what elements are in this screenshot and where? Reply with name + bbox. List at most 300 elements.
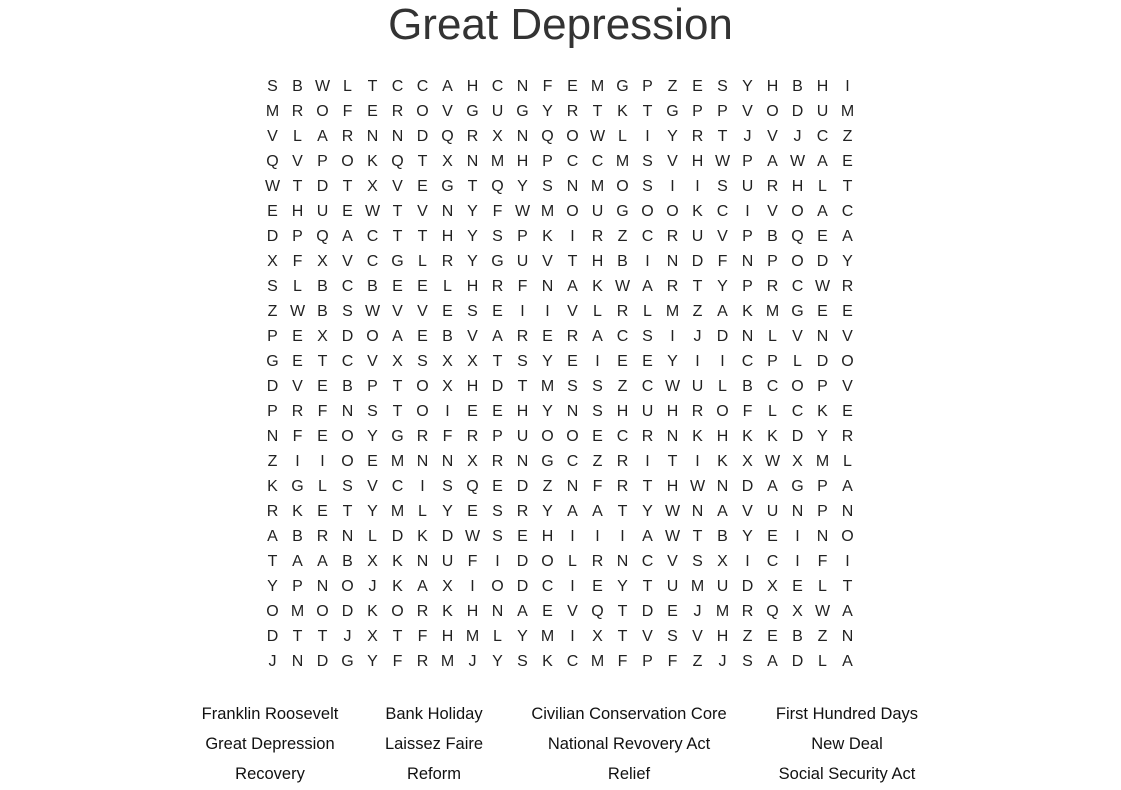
grid-letter: S	[342, 302, 353, 320]
grid-letter: I	[295, 452, 300, 470]
grid-letter: D	[816, 352, 829, 370]
grid-letter: L	[843, 452, 852, 470]
grid-letter: M	[540, 377, 555, 395]
grid-letter: P	[317, 152, 328, 170]
grid-letter: E	[292, 327, 303, 345]
grid-letter: O	[416, 402, 429, 420]
grid-letter: D	[791, 652, 804, 670]
grid-letter: Y	[492, 652, 503, 670]
grid-letter: I	[570, 577, 575, 595]
grid-letter: Z	[842, 127, 853, 145]
grid-letter: R	[566, 102, 579, 120]
grid-letter: O	[716, 402, 729, 420]
grid-letter: W	[514, 202, 531, 220]
grid-letter: T	[567, 252, 578, 270]
grid-letter: P	[292, 227, 303, 245]
grid-letter: O	[566, 202, 579, 220]
grid-letter: L	[443, 277, 452, 295]
grid-letter: L	[343, 77, 352, 95]
letter-grid	[260, 74, 860, 674]
grid-letter: E	[492, 477, 503, 495]
word-item: National Revovery Act	[547, 735, 711, 753]
grid-letter: H	[291, 202, 304, 220]
grid-letter: D	[316, 177, 329, 195]
grid-letter: H	[616, 402, 629, 420]
grid-letter: D	[441, 527, 454, 545]
grid-letter: B	[792, 627, 803, 645]
grid-letter: N	[841, 627, 854, 645]
grid-letter: R	[491, 277, 504, 295]
grid-letter: Y	[367, 427, 378, 445]
grid-letter: P	[292, 577, 303, 595]
grid-letter: C	[616, 427, 629, 445]
grid-letter: W	[814, 602, 831, 620]
grid-letter: T	[642, 102, 653, 120]
grid-letter: H	[516, 152, 529, 170]
grid-letter: D	[691, 252, 704, 270]
grid-letter: W	[814, 277, 831, 295]
grid-letter: N	[566, 402, 579, 420]
grid-letter: S	[517, 352, 528, 370]
grid-letter: F	[517, 277, 528, 295]
grid-letter: I	[445, 402, 450, 420]
grid-letter: U	[766, 502, 779, 520]
word-item: Recovery	[235, 765, 305, 783]
grid-letter: F	[542, 77, 553, 95]
grid-letter: G	[291, 477, 304, 495]
grid-letter: X	[742, 452, 753, 470]
grid-letter: E	[842, 302, 853, 320]
grid-letter: S	[642, 177, 653, 195]
grid-letter: V	[292, 377, 303, 395]
grid-letter: R	[416, 602, 429, 620]
grid-letter: B	[367, 277, 378, 295]
grid-letter: O	[366, 327, 379, 345]
grid-letter: Q	[591, 602, 604, 620]
grid-letter: O	[616, 177, 629, 195]
grid-letter: T	[317, 352, 328, 370]
grid-letter: S	[267, 277, 278, 295]
grid-letter: H	[541, 527, 554, 545]
grid-letter: P	[692, 102, 703, 120]
grid-letter: C	[766, 552, 779, 570]
grid-letter: O	[266, 602, 279, 620]
grid-letter: E	[392, 277, 403, 295]
grid-letter: R	[666, 277, 679, 295]
grid-letter: K	[292, 502, 303, 520]
grid-letter: B	[342, 377, 353, 395]
grid-letter: R	[691, 127, 704, 145]
grid-letter: S	[367, 402, 378, 420]
grid-letter: V	[842, 377, 853, 395]
grid-letter: U	[716, 577, 729, 595]
grid-letter: T	[617, 627, 628, 645]
grid-letter: M	[590, 177, 605, 195]
grid-letter: E	[442, 302, 453, 320]
grid-letter: Q	[391, 152, 404, 170]
grid-letter: Y	[817, 427, 828, 445]
grid-letter: Y	[442, 502, 453, 520]
grid-letter: I	[470, 577, 475, 595]
word-item: Reform	[406, 765, 462, 783]
word-column-4	[776, 700, 918, 790]
grid-letter: P	[492, 427, 503, 445]
grid-letter: R	[766, 277, 779, 295]
grid-letter: I	[645, 252, 650, 270]
grid-letter: N	[441, 452, 454, 470]
grid-letter: T	[667, 452, 678, 470]
grid-letter: R	[591, 552, 604, 570]
grid-letter: O	[491, 577, 504, 595]
grid-letter: Y	[542, 102, 553, 120]
grid-letter: B	[717, 527, 728, 545]
grid-letter: F	[467, 552, 478, 570]
word-column-3	[531, 700, 726, 790]
grid-letter: L	[318, 477, 327, 495]
grid-letter: R	[466, 427, 479, 445]
grid-letter: B	[792, 77, 803, 95]
grid-letter: R	[441, 252, 454, 270]
grid-letter: H	[791, 177, 804, 195]
grid-letter: T	[392, 402, 403, 420]
grid-letter: Z	[617, 377, 628, 395]
grid-letter: E	[567, 77, 578, 95]
grid-letter: B	[342, 552, 353, 570]
grid-letter: W	[714, 152, 731, 170]
grid-letter: E	[542, 602, 553, 620]
grid-letter: D	[516, 552, 529, 570]
grid-letter: T	[517, 377, 528, 395]
grid-letter: K	[367, 152, 378, 170]
grid-letter: P	[742, 152, 753, 170]
grid-letter: R	[666, 227, 679, 245]
grid-letter: A	[642, 527, 653, 545]
grid-letter: H	[666, 477, 679, 495]
grid-letter: I	[645, 452, 650, 470]
grid-letter: T	[467, 177, 478, 195]
grid-letter: T	[617, 502, 628, 520]
grid-letter: D	[316, 652, 329, 670]
grid-letter: N	[391, 127, 404, 145]
grid-letter: J	[343, 627, 352, 645]
grid-letter: T	[642, 477, 653, 495]
grid-letter: I	[745, 202, 750, 220]
grid-letter: G	[541, 452, 554, 470]
grid-letter: P	[367, 377, 378, 395]
grid-letter: B	[442, 327, 453, 345]
grid-letter: K	[717, 452, 728, 470]
grid-letter: X	[792, 602, 803, 620]
grid-letter: Z	[692, 652, 703, 670]
grid-letter: C	[816, 127, 829, 145]
grid-letter: N	[666, 427, 679, 445]
grid-letter: J	[268, 652, 277, 670]
grid-letter: J	[743, 127, 752, 145]
grid-letter: S	[717, 77, 728, 95]
grid-letter: T	[617, 602, 628, 620]
grid-letter: O	[541, 552, 554, 570]
grid-letter: P	[742, 277, 753, 295]
grid-letter: W	[789, 152, 806, 170]
grid-letter: V	[567, 602, 578, 620]
grid-letter: Y	[842, 252, 853, 270]
grid-letter: M	[265, 102, 280, 120]
grid-letter: T	[692, 277, 703, 295]
grid-letter: S	[642, 327, 653, 345]
grid-letter: E	[542, 327, 553, 345]
grid-letter: C	[391, 477, 404, 495]
grid-letter: K	[542, 227, 553, 245]
grid-letter: D	[391, 527, 404, 545]
grid-letter: R	[741, 602, 754, 620]
grid-letter: N	[416, 452, 429, 470]
grid-letter: R	[416, 427, 429, 445]
grid-letter: F	[292, 427, 303, 445]
grid-letter: C	[491, 77, 504, 95]
grid-letter: O	[341, 427, 354, 445]
grid-letter: R	[466, 127, 479, 145]
grid-letter: E	[692, 77, 703, 95]
grid-letter: L	[618, 127, 627, 145]
grid-letter: J	[468, 652, 477, 670]
grid-letter: Y	[542, 402, 553, 420]
grid-letter: L	[368, 527, 377, 545]
grid-letter: A	[267, 527, 278, 545]
grid-letter: D	[816, 252, 829, 270]
grid-letter: K	[817, 402, 828, 420]
grid-letter: W	[589, 127, 606, 145]
grid-letter: K	[592, 277, 603, 295]
grid-letter: E	[417, 327, 428, 345]
grid-letter: N	[791, 502, 804, 520]
grid-letter: E	[842, 152, 853, 170]
grid-letter: T	[292, 627, 303, 645]
grid-letter: K	[367, 602, 378, 620]
word-column-2	[385, 700, 483, 790]
grid-letter: T	[492, 352, 503, 370]
grid-letter: V	[392, 177, 403, 195]
grid-letter: Z	[592, 452, 603, 470]
grid-letter: H	[816, 77, 829, 95]
grid-letter: Q	[466, 477, 479, 495]
grid-letter: E	[792, 577, 803, 595]
grid-letter: R	[491, 452, 504, 470]
grid-letter: T	[417, 227, 428, 245]
grid-letter: G	[491, 252, 504, 270]
grid-letter: V	[767, 127, 778, 145]
page-title: Great Depression	[388, 0, 733, 49]
grid-letter: S	[442, 477, 453, 495]
grid-letter: E	[492, 302, 503, 320]
grid-letter: I	[320, 452, 325, 470]
grid-letter: J	[718, 652, 727, 670]
grid-letter: A	[842, 652, 853, 670]
grid-letter: T	[842, 577, 853, 595]
grid-letter: K	[542, 652, 553, 670]
grid-letter: H	[441, 227, 454, 245]
grid-letter: V	[367, 352, 378, 370]
grid-letter: M	[390, 502, 405, 520]
grid-letter: D	[341, 602, 354, 620]
grid-letter: L	[768, 402, 777, 420]
grid-letter: T	[342, 502, 353, 520]
grid-letter: W	[289, 302, 306, 320]
grid-letter: I	[570, 627, 575, 645]
grid-letter: T	[717, 127, 728, 145]
grid-letter: N	[716, 477, 729, 495]
grid-letter: P	[767, 252, 778, 270]
grid-letter: N	[516, 452, 529, 470]
grid-letter: C	[341, 277, 354, 295]
grid-letter: B	[317, 277, 328, 295]
grid-letter: C	[791, 402, 804, 420]
grid-letter: W	[764, 452, 781, 470]
grid-letter: X	[442, 377, 453, 395]
word-column-1	[202, 700, 339, 790]
grid-letter: T	[367, 77, 378, 95]
grid-letter: C	[766, 377, 779, 395]
grid-letter: C	[716, 202, 729, 220]
grid-letter: U	[516, 427, 529, 445]
grid-letter: U	[816, 102, 829, 120]
grid-letter: M	[290, 602, 305, 620]
grid-letter: Z	[267, 302, 278, 320]
grid-letter: G	[791, 302, 804, 320]
grid-letter: P	[642, 652, 653, 670]
grid-letter: V	[392, 302, 403, 320]
grid-letter: B	[292, 77, 303, 95]
grid-letter: C	[641, 552, 654, 570]
grid-letter: T	[392, 377, 403, 395]
grid-letter: D	[791, 102, 804, 120]
grid-letter: F	[617, 652, 628, 670]
grid-letter: E	[592, 427, 603, 445]
grid-letter: V	[742, 102, 753, 120]
grid-letter: U	[691, 377, 704, 395]
grid-letter: X	[367, 552, 378, 570]
grid-letter: N	[516, 77, 529, 95]
grid-letter: Y	[367, 652, 378, 670]
grid-letter: A	[817, 202, 828, 220]
grid-letter: M	[665, 302, 680, 320]
grid-letter: R	[266, 502, 279, 520]
grid-letter: E	[817, 302, 828, 320]
grid-letter: O	[341, 452, 354, 470]
grid-letter: Y	[467, 252, 478, 270]
grid-letter: M	[615, 152, 630, 170]
grid-letter: C	[641, 377, 654, 395]
grid-letter: I	[795, 527, 800, 545]
grid-letter: J	[368, 577, 377, 595]
grid-letter: O	[416, 377, 429, 395]
grid-letter: S	[542, 177, 553, 195]
grid-letter: E	[667, 602, 678, 620]
grid-letter: V	[342, 252, 353, 270]
grid-letter: K	[692, 427, 703, 445]
grid-letter: A	[567, 502, 578, 520]
grid-letter: Z	[617, 227, 628, 245]
grid-letter: W	[614, 277, 631, 295]
grid-letter: X	[442, 577, 453, 595]
grid-letter: Y	[542, 502, 553, 520]
grid-letter: E	[517, 527, 528, 545]
grid-letter: Q	[791, 227, 804, 245]
grid-letter: X	[317, 327, 328, 345]
grid-letter: A	[317, 552, 328, 570]
grid-letter: Z	[667, 77, 678, 95]
grid-letter: K	[742, 427, 753, 445]
grid-letter: A	[767, 152, 778, 170]
grid-letter: V	[567, 302, 578, 320]
grid-letter: Y	[367, 502, 378, 520]
grid-letter: N	[491, 602, 504, 620]
grid-letter: A	[342, 227, 353, 245]
grid-letter: S	[517, 652, 528, 670]
grid-letter: Y	[742, 527, 753, 545]
grid-letter: K	[742, 302, 753, 320]
grid-letter: H	[441, 627, 454, 645]
grid-letter: A	[642, 277, 653, 295]
grid-letter: O	[641, 202, 654, 220]
grid-letter: G	[391, 427, 404, 445]
grid-letter: O	[391, 602, 404, 620]
grid-letter: D	[266, 377, 279, 395]
grid-letter: M	[390, 452, 405, 470]
grid-letter: V	[717, 227, 728, 245]
grid-letter: U	[316, 202, 329, 220]
grid-letter: Y	[717, 277, 728, 295]
grid-letter: V	[267, 127, 278, 145]
grid-letter: X	[442, 152, 453, 170]
grid-letter: M	[690, 577, 705, 595]
grid-letter: E	[767, 627, 778, 645]
grid-letter: C	[541, 577, 554, 595]
grid-letter: A	[392, 327, 403, 345]
grid-letter: L	[768, 327, 777, 345]
grid-letter: D	[641, 602, 654, 620]
grid-letter: T	[292, 177, 303, 195]
grid-letter: O	[841, 527, 854, 545]
grid-letter: E	[842, 402, 853, 420]
grid-letter: I	[645, 127, 650, 145]
grid-letter: I	[720, 352, 725, 370]
grid-letter: O	[766, 102, 779, 120]
grid-letter: G	[391, 252, 404, 270]
grid-letter: F	[342, 102, 353, 120]
grid-letter: S	[492, 502, 503, 520]
grid-letter: Y	[617, 577, 628, 595]
grid-letter: O	[841, 352, 854, 370]
grid-letter: T	[342, 177, 353, 195]
grid-letter: W	[364, 202, 381, 220]
grid-letter: H	[466, 377, 479, 395]
grid-letter: G	[441, 177, 454, 195]
grid-letter: N	[366, 127, 379, 145]
grid-letter: L	[818, 177, 827, 195]
grid-letter: R	[616, 477, 629, 495]
grid-letter: F	[417, 627, 428, 645]
grid-letter: N	[266, 427, 279, 445]
grid-letter: E	[492, 402, 503, 420]
grid-letter: A	[417, 577, 428, 595]
grid-letter: I	[595, 352, 600, 370]
grid-letter: X	[467, 352, 478, 370]
grid-letter: E	[367, 102, 378, 120]
grid-letter: B	[742, 377, 753, 395]
grid-letter: Y	[667, 127, 678, 145]
grid-letter: N	[741, 327, 754, 345]
grid-letter: V	[542, 252, 553, 270]
